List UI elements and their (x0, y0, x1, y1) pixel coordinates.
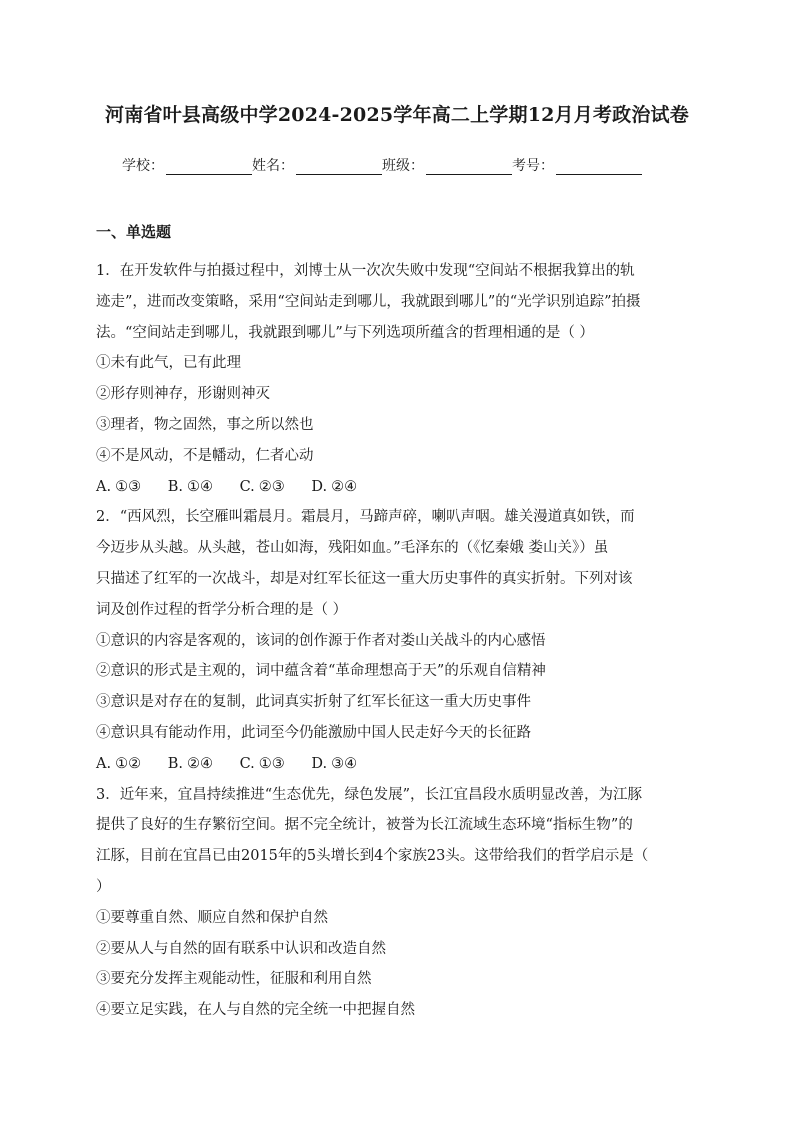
page-title: 河南省叶县高级中学2024-2025学年高二上学期12月月考政治试卷 (105, 104, 689, 126)
statement: ②形存则神存，形谢则神灭 (96, 386, 270, 403)
question-stem-line: 词及创作过程的哲学分析合理的是（ ） (96, 601, 348, 618)
info-blank-exam-number[interactable] (556, 156, 642, 175)
info-blank-name[interactable] (296, 156, 382, 175)
option-letter: B. (167, 755, 183, 772)
statement: ①意识的内容是客观的，该词的创作源于作者对娄山关战斗的内心感悟 (96, 632, 546, 649)
option-value: ①③ (258, 755, 285, 772)
info-label-school: 学校： (122, 158, 164, 174)
question-stem-line: 今迈步从头越。从头越，苍山如海，残阳如血。”毛泽东的（《忆秦娥 娄山关》）虽 (96, 540, 609, 557)
option-c[interactable] (240, 472, 285, 503)
question-stem-line: 只描述了红军的一次战斗，却是对红军长征这一重大历史事件的真实折射。下列对该 (96, 570, 633, 587)
statement: ④要立足实践，在人与自然的完全统一中把握自然 (96, 1002, 415, 1019)
info-label-exam-number: 考号： (512, 158, 554, 174)
option-a[interactable] (96, 749, 141, 780)
info-class (382, 155, 512, 175)
statement: ①未有此气，已有此理 (96, 355, 241, 372)
statement: ②要从人与自然的固有联系中认识和改造自然 (96, 940, 386, 957)
option-value: ②④ (186, 755, 213, 772)
question-2 (96, 502, 698, 779)
option-value: ①③ (115, 478, 142, 495)
statement: ③要充分发挥主观能动性，征服和利用自然 (96, 971, 372, 988)
info-name (252, 155, 382, 175)
option-letter: A. (96, 478, 112, 495)
question-stem-line: 3．近年来，宜昌持续推进“生态优先，绿色发展”，长江宜昌段水质明显改善，为江豚 (96, 786, 643, 803)
statement: ③理者，物之固然，事之所以然也 (96, 416, 314, 433)
option-letter: B. (167, 478, 183, 495)
option-b[interactable] (168, 472, 213, 503)
statement: ②意识的形式是主观的，词中蕴含着“革命理想高于天”的乐观自信精神 (96, 663, 546, 680)
student-info-row (122, 153, 642, 175)
section-heading: 一、单选题 (96, 223, 172, 241)
question-stem-line: 迹走”，进而改变策略，采用“空间站走到哪儿，我就跟到哪儿”的“光学识别追踪”拍摄 (96, 293, 641, 310)
info-exam-number (512, 155, 642, 175)
option-value: ②④ (331, 478, 358, 495)
answer-options (96, 472, 698, 503)
info-blank-school[interactable] (166, 156, 252, 175)
answer-options (96, 749, 698, 780)
question-list (96, 256, 698, 1026)
option-value: ②③ (258, 478, 285, 495)
option-c[interactable] (240, 749, 285, 780)
option-letter: D. (311, 755, 328, 772)
question-stem-line: ） (96, 878, 111, 895)
question-stem-line: 江豚，目前在宜昌已由2015年的5头增长到4个家族23头。这带给我们的哲学启示是（ (96, 848, 649, 865)
question-3 (96, 780, 698, 1026)
option-b[interactable] (168, 749, 213, 780)
info-label-class: 班级： (382, 158, 424, 174)
info-school (122, 155, 252, 175)
option-letter: A. (96, 755, 112, 772)
option-value: ③④ (331, 755, 358, 772)
statement: ④不是风动，不是幡动，仁者心动 (96, 447, 314, 464)
option-d[interactable] (311, 472, 357, 503)
option-a[interactable] (96, 472, 141, 503)
option-letter: C. (239, 478, 255, 495)
question-stem-line: 法。“空间站走到哪儿，我就跟到哪儿”与下列选项所蕴含的哲理相通的是（ ） (96, 324, 594, 341)
info-blank-class[interactable] (426, 156, 512, 175)
question-stem-line: 提供了良好的生存繁衍空间。据不完全统计，被誉为长江流域生态环境“指标生物”的 (96, 817, 633, 834)
option-letter: D. (311, 478, 328, 495)
option-value: ①④ (186, 478, 213, 495)
option-letter: C. (239, 755, 255, 772)
question-stem-line: 2．“西风烈，长空雁叫霜晨月。霜晨月，马蹄声碎，喇叭声咽。雄关漫道真如铁，而 (96, 509, 635, 526)
statement: ①要尊重自然、顺应自然和保护自然 (96, 909, 328, 926)
question-stem-line: 1．在开发软件与拍摄过程中，刘博士从一次次失败中发现“空间站不根据我算出的轨 (96, 263, 635, 279)
info-label-name: 姓名： (252, 158, 294, 174)
statement: ③意识是对存在的复制，此词真实折射了红军长征这一重大历史事件 (96, 694, 531, 711)
option-d[interactable] (311, 749, 357, 780)
question-1 (96, 256, 698, 502)
option-value: ①② (115, 755, 142, 772)
statement: ④意识具有能动作用，此词至今仍能激励中国人民走好今天的长征路 (96, 724, 531, 741)
